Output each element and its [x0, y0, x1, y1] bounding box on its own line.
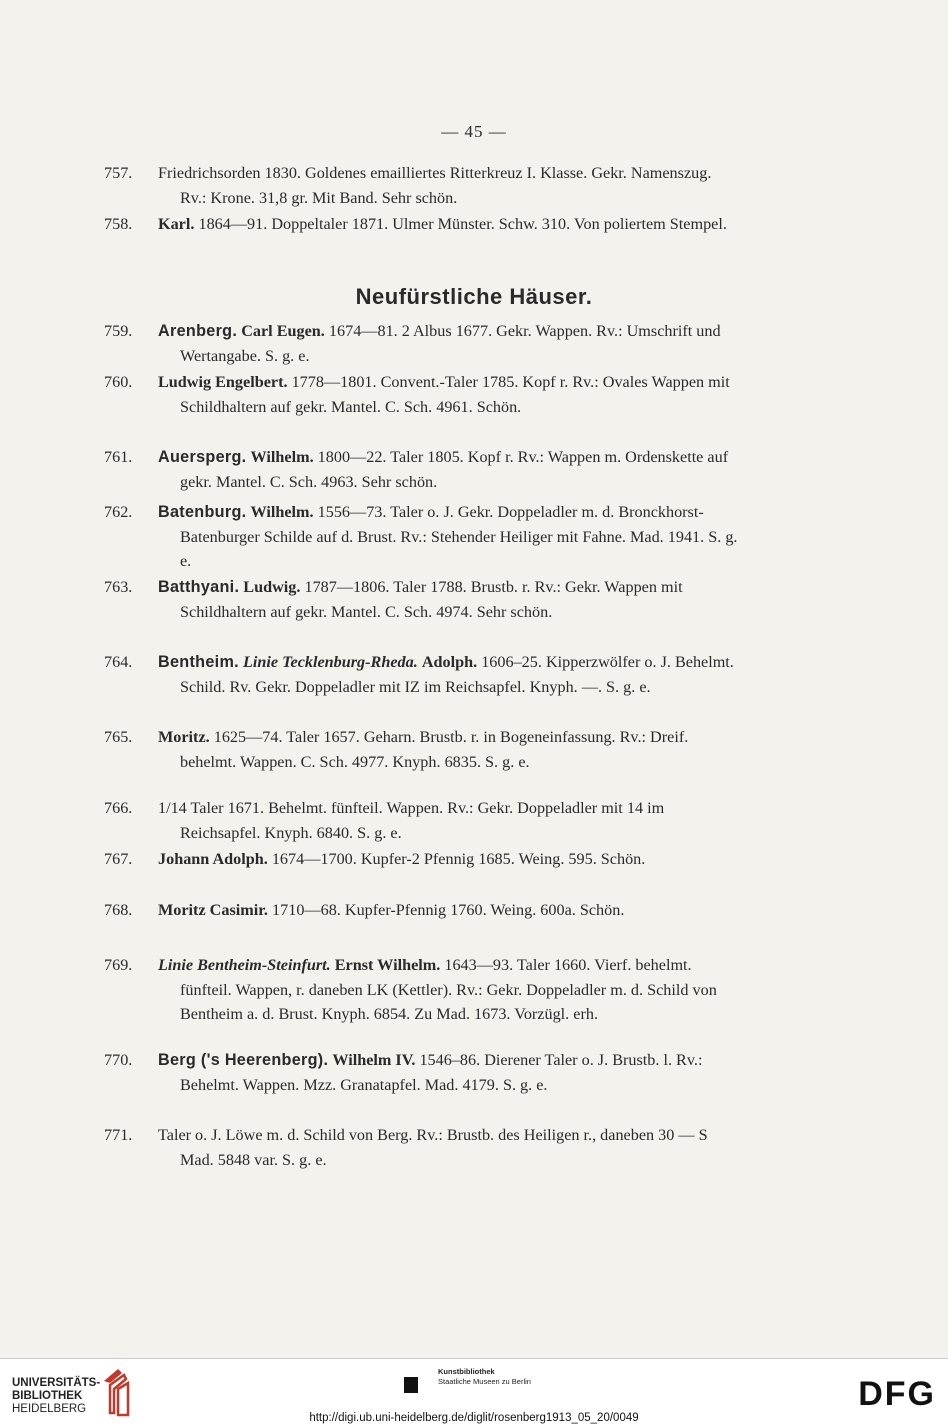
entry-description: 1710—68. Kupfer-Pfennig 1760. Weing. 600a. Schön.	[267, 901, 625, 919]
permalink-url[interactable]: http://digi.ub.uni-heidelberg.de/diglit/rosenberg1913_05_20/0049	[309, 1412, 639, 1424]
catalog-entry	[104, 650, 740, 699]
catalog-entry	[104, 898, 740, 923]
entry-description: 1787—1806. Taler 1788. Brustb. r. Rv.: Gekr. Wappen mit Schildhaltern auf gekr. Mantel. C. Sch. 4974. Sehr schön.	[180, 578, 683, 621]
entry-name: Batenburg.	[158, 503, 247, 521]
catalog-entry	[104, 575, 740, 624]
entry-text	[158, 898, 740, 923]
entry-name: Ludwig Engelbert.	[158, 373, 288, 391]
entry-description: 1778—1801. Convent.-Taler 1785. Kopf r. Rv.: Ovales Wappen mit Schildhaltern auf gekr. Mantel. C. Sch. 4961. Schön.	[180, 373, 730, 416]
entry-description: 1625—74. Taler 1657. Geharn. Brustb. r. in Bogeneinfassung. Rv.: Dreif. behelmt. Wappen. C. Sch. 4977. Knyph. 6835. S. g. e.	[180, 728, 689, 771]
entry-text	[158, 1123, 740, 1172]
entry-name: Johann Adolph.	[158, 850, 268, 868]
catalog-entry	[104, 161, 740, 210]
catalog-entry	[104, 370, 740, 419]
entry-description: Taler o. J. Löwe m. d. Schild von Berg. Rv.: Brustb. des Heiligen r., daneben 30 — S Mad. 5848 var. S. g. e.	[158, 1126, 708, 1169]
entry-number: 760.	[104, 373, 133, 391]
footer-bar	[0, 1358, 948, 1428]
entry-number: 766.	[104, 799, 133, 817]
dfg-logo[interactable]: DFG	[858, 1375, 936, 1413]
catalog-entry	[104, 1048, 740, 1097]
entry-number: 768.	[104, 901, 133, 919]
entry-text	[158, 953, 740, 1027]
catalog-entry	[104, 319, 740, 368]
catalog-entry	[104, 796, 740, 845]
entry-name: Ludwig.	[243, 578, 301, 596]
kunstbibliothek-logo[interactable]	[404, 1367, 531, 1387]
entry-description: 1606–25. Kipperzwölfer o. J. Behelmt. Schild. Rv. Gekr. Doppeladler mit IZ im Reichsapfel. Knyph. —. S. g. e.	[180, 653, 734, 696]
entry-description: 1643—93. Taler 1660. Vierf. behelmt. fünfteil. Wappen, r. daneben LK (Kettler). Rv.: Gekr. Doppeladler m. d. Schild von Bentheim a. d. Brust. Knyph. 6854. Zu Mad. 1673. Vorzügl. erh.	[180, 956, 717, 1023]
entry-name: Carl Eugen.	[241, 322, 325, 340]
entry-name: Wilhelm.	[250, 503, 314, 521]
entry-description: 1546–86. Dierener Taler o. J. Brustb. l. Rv.: Behelmt. Wappen. Mzz. Granatapfel. Mad. 4179. S. g. e.	[180, 1051, 703, 1094]
entry-number: 765.	[104, 728, 133, 746]
uni-line-3: HEIDELBERG	[12, 1403, 87, 1415]
entry-name: Linie Bentheim-Steinfurt.	[158, 956, 331, 974]
entry-name: Auersperg.	[158, 448, 247, 466]
entry-description: 1/14 Taler 1671. Behelmt. fünfteil. Wappen. Rv.: Gekr. Doppeladler mit 14 im Reichsapfel. Knyph. 6840. S. g. e.	[158, 799, 665, 842]
catalog-entry	[104, 445, 740, 494]
section-heading: Neufürstliche Häuser.	[355, 284, 593, 309]
entry-name: Moritz.	[158, 728, 210, 746]
entry-number: 767.	[104, 850, 133, 868]
entry-text	[158, 445, 740, 494]
catalog-entry	[104, 725, 740, 774]
entry-text	[158, 847, 740, 872]
entry-text	[158, 500, 740, 574]
kunstbibliothek-mark-icon	[404, 1377, 418, 1393]
entry-description: 1674—1700. Kupfer-2 Pfennig 1685. Weing. 595. Schön.	[267, 850, 646, 868]
entry-description: 1674—81. 2 Albus 1677. Gekr. Wappen. Rv.: Umschrift und Wertangabe. S. g. e.	[180, 322, 721, 365]
uni-line-1: UNIVERSITÄTS-	[12, 1377, 101, 1389]
entry-name: Batthyani.	[158, 578, 240, 596]
entry-name: Linie Tecklenburg-Rheda.	[243, 653, 418, 671]
entry-number: 758.	[104, 215, 133, 233]
entry-text	[158, 1048, 740, 1097]
entry-name: Ernst Wilhelm.	[334, 956, 441, 974]
uni-line-2: BIBLIOTHEK	[12, 1390, 83, 1402]
catalog-entry	[104, 212, 740, 237]
entry-description: Friedrichsorden 1830. Goldenes emailliertes Ritterkreuz I. Klasse. Gekr. Namenszug. Rv.: Krone. 31,8 gr. Mit Band. Sehr schön.	[158, 164, 712, 207]
entry-text	[158, 212, 740, 237]
kunst-line-1: Kunstbibliothek	[438, 1367, 495, 1376]
entry-text	[158, 370, 740, 419]
catalog-entry	[104, 953, 740, 1027]
entry-text	[158, 319, 740, 368]
entry-number: 769.	[104, 956, 133, 974]
entry-text	[158, 161, 740, 210]
university-emblem-icon	[100, 1367, 130, 1417]
entry-number: 770.	[104, 1051, 133, 1069]
entry-text	[158, 575, 740, 624]
kunst-line-2: Staatliche Museen zu Berlin	[438, 1377, 531, 1386]
entry-text	[158, 796, 740, 845]
entry-text	[158, 725, 740, 774]
entry-number: 757.	[104, 164, 133, 182]
entry-text	[158, 650, 740, 699]
catalog-entry	[104, 847, 740, 872]
catalog-entry	[104, 1123, 740, 1172]
entry-number: 762.	[104, 503, 133, 521]
page-number: — 45 —	[441, 122, 507, 141]
entry-name: Bentheim.	[158, 653, 239, 671]
entry-description: 1556—73. Taler o. J. Gekr. Doppeladler m. d. Bronckhorst-Batenburger Schilde auf d. Brust. Rv.: Stehender Heiliger mit Fahne. Mad. 1941. S. g. e.	[180, 503, 738, 570]
entry-number: 759.	[104, 322, 133, 340]
entry-number: 764.	[104, 653, 133, 671]
entry-number: 771.	[104, 1126, 133, 1144]
entry-number: 763.	[104, 578, 133, 596]
entry-description: 1864—91. Doppeltaler 1871. Ulmer Münster. Schw. 310. Von poliertem Stempel.	[194, 215, 727, 233]
entry-name: Karl.	[158, 215, 195, 233]
entry-name: Adolph.	[421, 653, 478, 671]
entry-name: Wilhelm IV.	[332, 1051, 416, 1069]
entry-name: Wilhelm.	[250, 448, 314, 466]
entry-name: Moritz Casimir.	[158, 901, 268, 919]
entry-name: Arenberg.	[158, 322, 238, 340]
entry-number: 761.	[104, 448, 133, 466]
entry-description: 1800—22. Taler 1805. Kopf r. Rv.: Wappen m. Ordenskette auf gekr. Mantel. C. Sch. 4963. Sehr schön.	[180, 448, 729, 491]
entry-name: Berg ('s Heerenberg).	[158, 1051, 329, 1069]
university-library-logo[interactable]	[12, 1377, 100, 1416]
catalog-entry	[104, 500, 740, 574]
